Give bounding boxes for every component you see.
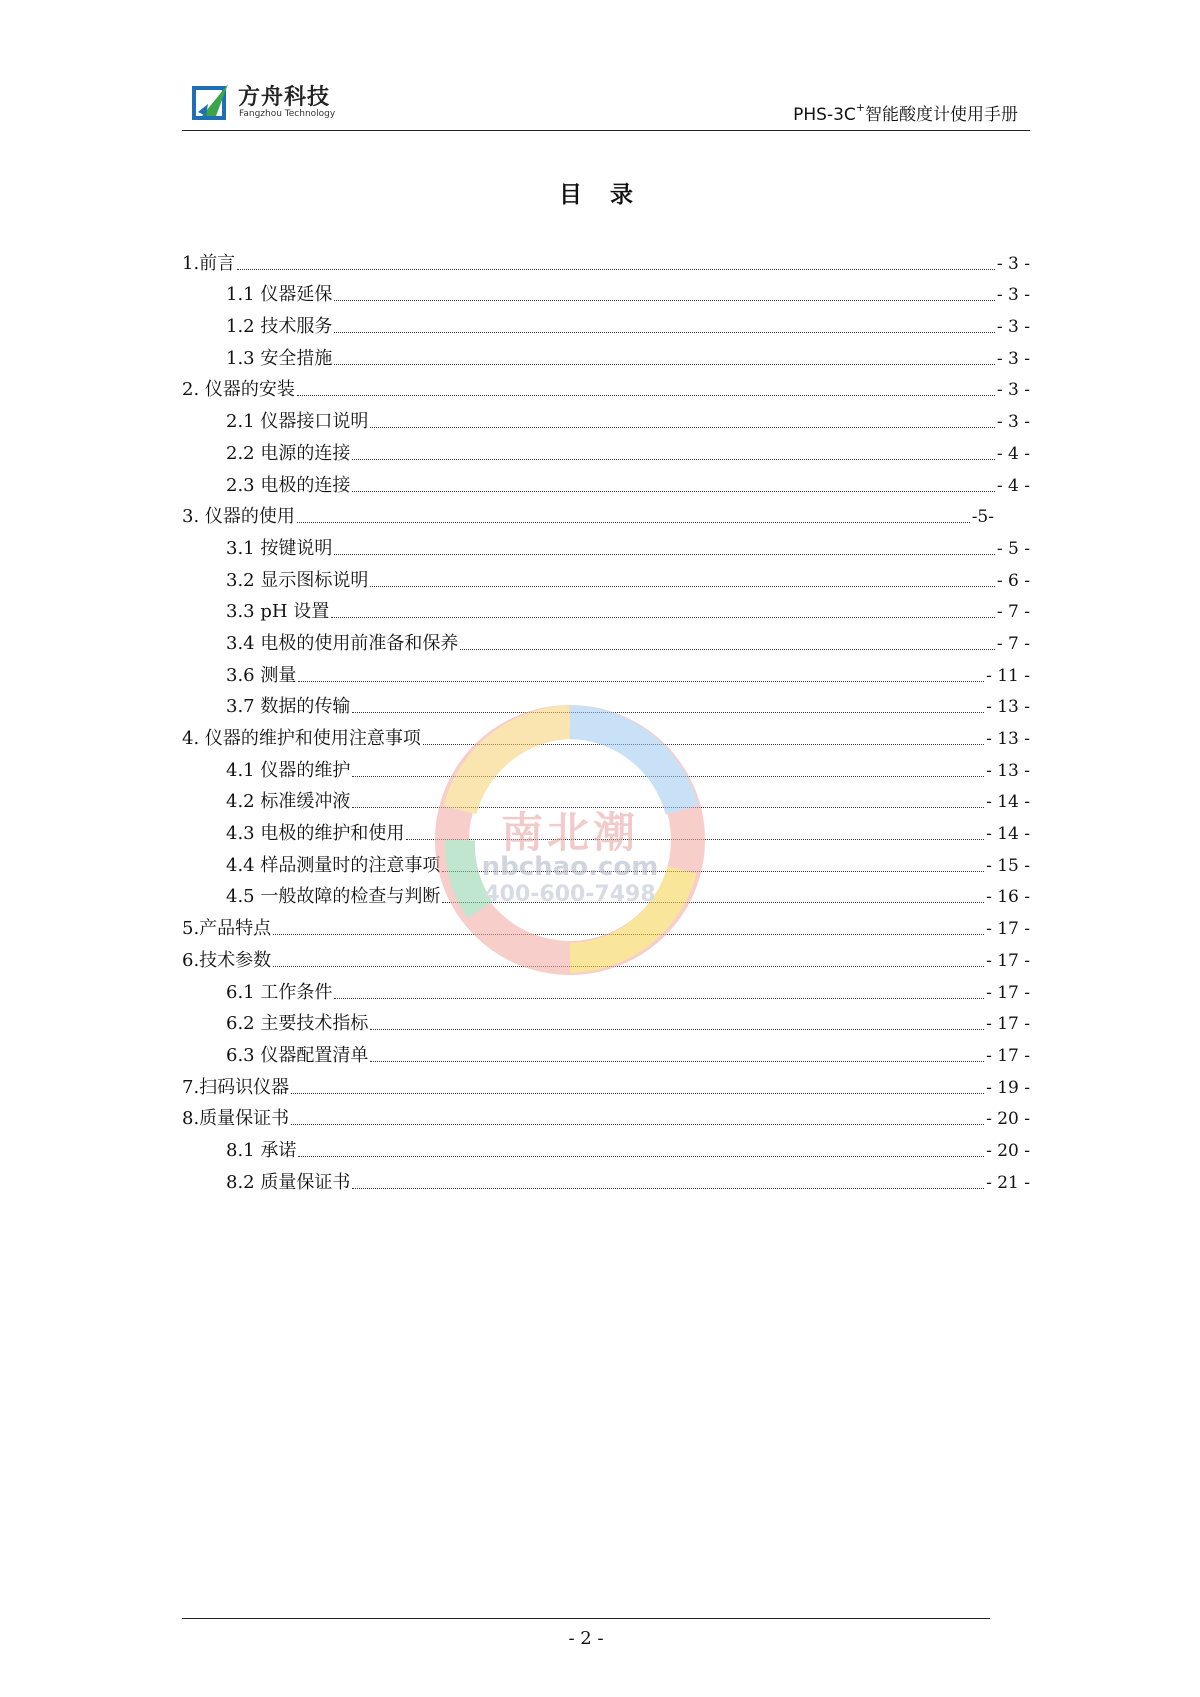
toc-entry[interactable] [182,655,1030,687]
toc-leader-dots [334,363,995,365]
toc-leader-dots [460,648,995,650]
watermark-phone: 400-600-7498 [484,882,656,907]
toc-entry-label: 3.7 数据的传输 [226,696,351,718]
toc-entry-label: 2.1 仪器接口说明 [226,411,369,433]
toc-leader-dots [331,616,995,618]
toc-entry-label: 4.1 仪器的维护 [226,759,351,781]
toc-entry-label: 6.2 主要技术指标 [226,1013,369,1035]
toc-entry[interactable] [182,940,1030,972]
toc-entry-page: - 6 - [996,570,1030,591]
toc-entry-label: 3. 仪器的使用 [182,506,295,528]
toc-entry[interactable] [182,718,1030,750]
toc-entry-page: - 3 - [996,285,1030,306]
doc-title-model: PHS-3C [793,105,856,125]
toc-leader-dots [291,1092,984,1094]
toc-entry-page: - 3 - [996,412,1030,433]
watermark-domain: nbchao.com [481,852,659,882]
toc-leader-dots [298,1155,984,1157]
toc-entry[interactable] [182,1035,1030,1067]
toc-leader-dots [370,426,995,428]
toc-entry-page: -5- [971,507,994,528]
toc-entry[interactable] [182,560,1030,592]
toc-leader-dots [352,806,984,808]
toc-entry-page: - 17 - [986,1045,1030,1066]
document-title [793,100,1018,125]
toc-leader-dots [297,394,995,396]
toc-leader-dots [291,1123,984,1125]
toc-entry[interactable] [182,306,1030,338]
toc-entry[interactable] [182,338,1030,370]
toc-entry[interactable] [182,813,1030,845]
toc-entry-page: - 19 - [986,1077,1030,1098]
toc-entry-label: 3.3 pH 设置 [226,601,330,623]
company-logo [192,80,352,124]
toc-leader-dots [352,711,984,713]
toc-entry[interactable] [182,275,1030,307]
toc-entry[interactable] [182,401,1030,433]
toc-entry-label: 1.3 安全措施 [226,347,333,369]
toc-leader-dots [370,1060,984,1062]
toc-leader-dots [442,901,984,903]
toc-leader-dots [352,458,995,460]
toc-entry[interactable] [182,750,1030,782]
toc-entry-page: - 17 - [986,950,1030,971]
toc-entry-page: - 4 - [996,475,1030,496]
toc-entry[interactable] [182,972,1030,1004]
toc-entry-label: 4.4 样品测量时的注意事项 [226,854,441,876]
toc-entry[interactable] [182,1130,1030,1162]
toc-entry[interactable] [182,465,1030,497]
toc-leader-dots [334,299,995,301]
toc-entry-label: 4. 仪器的维护和使用注意事项 [182,728,421,749]
toc-entry-label: 3.1 按键说明 [226,537,333,559]
toc-entry-page: - 3 - [996,317,1030,338]
toc-entry-label: 4.2 标准缓冲液 [226,791,351,813]
toc-leader-dots [273,933,984,935]
toc-entry-page: - 11 - [986,665,1030,686]
toc-entry-page: - 16 - [986,887,1030,908]
toc-leader-dots [334,331,995,333]
toc-entry-label: 4.5 一般故障的检查与判断 [226,886,441,908]
toc-entry[interactable] [182,497,1030,529]
toc-entry-label: 6.技术参数 [182,949,272,971]
toc-entry[interactable] [182,370,1030,402]
toc-entry-page: - 17 - [986,982,1030,1003]
toc-leader-dots [352,1187,984,1189]
toc-entry-page: - 20 - [986,1109,1030,1130]
toc-entry[interactable] [182,592,1030,624]
toc-entry[interactable] [182,877,1030,909]
toc-leader-dots [370,585,995,587]
toc-entry[interactable] [182,433,1030,465]
toc-entry-page: - 13 - [986,729,1030,749]
fangzhou-logo-icon [192,82,232,120]
toc-leader-dots [298,680,984,682]
footer-page-number: - 2 - [568,1628,604,1649]
toc-entry[interactable] [182,908,1030,940]
toc-entry-label: 1.前言 [182,252,236,274]
toc-entry-page: - 7 - [996,602,1030,623]
toc-entry[interactable] [182,1162,1030,1194]
toc-entry-page: - 15 - [986,855,1030,876]
toc-entry[interactable] [182,528,1030,560]
toc-entry-page: - 20 - [986,1140,1030,1161]
toc-entry[interactable] [182,1004,1030,1036]
toc-entry-page: - 14 - [986,824,1030,845]
toc-entry-page: - 4 - [996,443,1030,464]
toc-entry-label: 3.6 测量 [226,664,297,686]
toc-entry-label: 1.1 仪器延保 [226,284,333,306]
logo-name-cn: 方舟科技 [238,85,331,110]
table-of-contents [182,243,1030,1194]
toc-entry-page: - 21 - [986,1172,1030,1193]
toc-leader-dots [334,553,995,555]
toc-entry-page: - 5 - [996,538,1030,559]
page-header [182,78,1030,131]
toc-entry-label: 3.2 显示图标说明 [226,569,369,591]
toc-entry[interactable] [182,243,1030,275]
toc-entry-page: - 13 - [986,760,1030,781]
toc-entry-label: 4.3 电极的维护和使用 [226,823,405,845]
toc-leader-dots [406,838,984,840]
toc-entry-page: - 17 - [986,919,1030,940]
toc-entry-label: 5.产品特点 [182,918,272,940]
toc-entry-page: - 3 - [996,253,1030,274]
toc-entry[interactable] [182,687,1030,719]
toc-leader-dots [297,521,970,523]
toc-leader-dots [352,490,995,492]
toc-entry[interactable] [182,845,1030,877]
toc-entry[interactable] [182,623,1030,655]
toc-entry[interactable] [182,1067,1030,1099]
toc-entry-label: 2.3 电极的连接 [226,474,351,496]
toc-entry-label: 8.质量保证书 [182,1108,290,1130]
footer-divider [182,1618,990,1619]
toc-entry[interactable] [182,782,1030,814]
toc-entry[interactable] [182,1099,1030,1131]
watermark-brand-cn: 南北潮 [500,808,639,857]
toc-title: 目录 [559,182,661,208]
toc-entry-page: - 14 - [986,792,1030,813]
toc-entry-page: - 3 - [996,380,1030,401]
toc-entry-label: 3.4 电极的使用前准备和保养 [226,632,459,654]
doc-title-name: 智能酸度计使用手册 [865,105,1018,125]
toc-entry-label: 8.1 承诺 [226,1139,297,1161]
doc-title-sup: + [855,101,865,115]
toc-leader-dots [352,775,984,777]
toc-entry-label: 6.1 工作条件 [226,981,333,1003]
toc-entry-label: 6.3 仪器配置清单 [226,1044,369,1066]
toc-leader-dots [370,1028,984,1030]
toc-entry-page: - 13 - [986,697,1030,718]
toc-entry-page: - 3 - [996,348,1030,369]
toc-entry-page: - 17 - [986,1014,1030,1035]
toc-leader-dots [273,965,984,967]
toc-entry-label: 1.2 技术服务 [226,316,333,338]
toc-leader-dots [442,870,984,872]
toc-entry-label: 2. 仪器的安装 [182,379,295,401]
toc-leader-dots [334,997,984,999]
toc-entry-page: - 7 - [996,633,1030,654]
toc-leader-dots [237,268,995,270]
toc-entry-label: 8.2 质量保证书 [226,1171,351,1193]
logo-name-en: Fangzhou Technology [239,109,336,119]
toc-leader-dots [423,743,984,745]
toc-entry-label: 7.扫码识仪器 [182,1076,290,1098]
toc-entry-label: 2.2 电源的连接 [226,442,351,464]
